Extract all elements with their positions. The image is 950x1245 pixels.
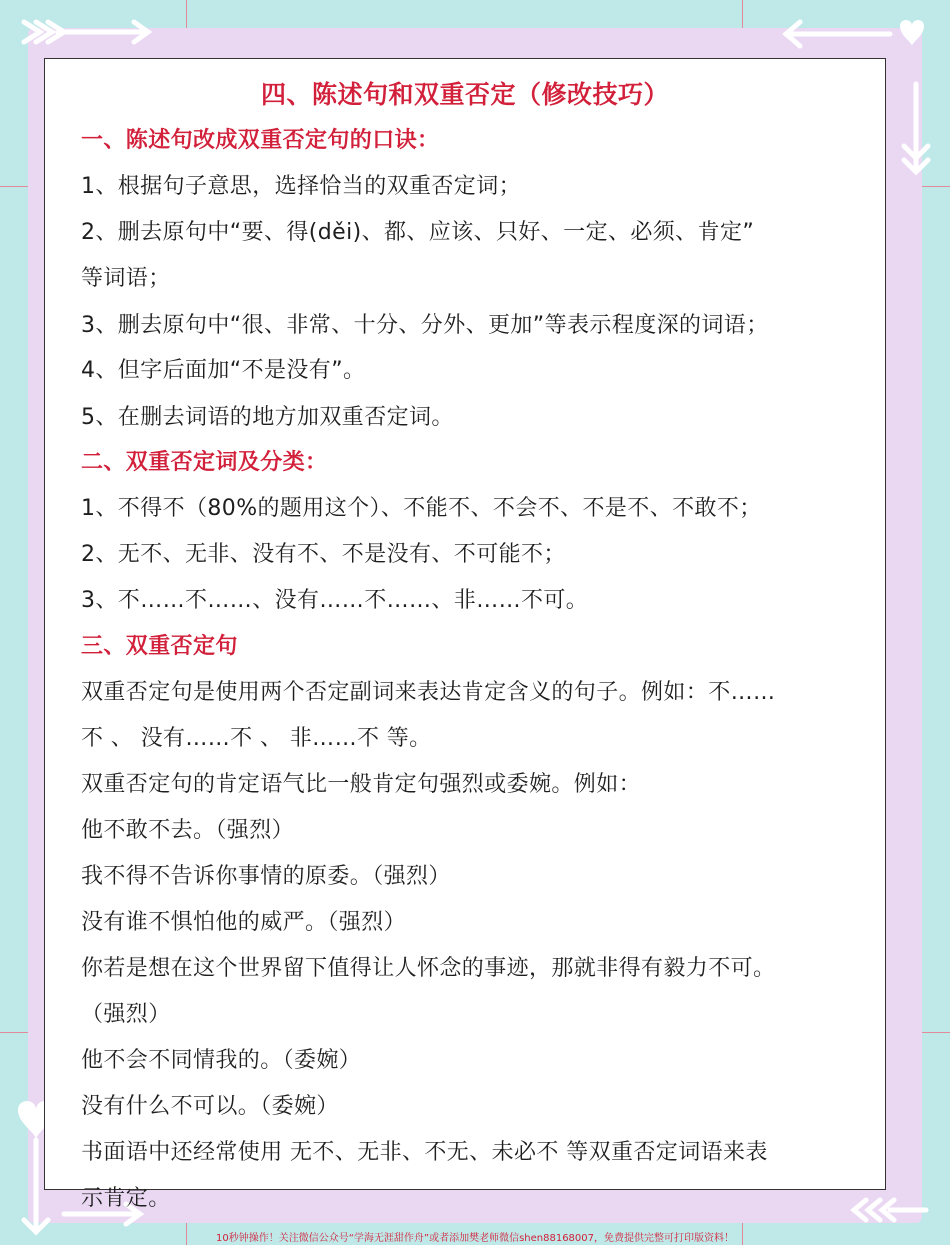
text-line: 3、删去原句中“很、非常、十分、分外、更加”等表示程度深的词语； (81, 313, 769, 338)
text-line: 示肯定。 (81, 1186, 171, 1211)
text-line: 他不会不同情我的。（委婉） (81, 1048, 362, 1073)
arrow-left-icon (780, 14, 930, 54)
text-line: 双重否定句的肯定语气比一般肯定句强烈或委婉。例如： (81, 772, 642, 797)
text-line: 没有什么不可以。（委婉） (81, 1094, 339, 1119)
text-line: 双重否定句是使用两个否定副词来表达肯定含义的句子。例如：不…… (81, 680, 776, 705)
text-line: 1、根据句子意思，选择恰当的双重否定词； (81, 174, 521, 199)
text-line: 等词语； (81, 266, 171, 291)
text-line: 3、不……不……、没有……不……、非……不可。 (81, 588, 589, 613)
text-line: 2、无不、无非、没有不、不是没有、不可能不； (81, 542, 566, 567)
text-line: 2、删去原句中“要、得(děi)、都、应该、只好、一定、必须、肯定” (81, 220, 755, 245)
text-line: 5、在删去词语的地方加双重否定词。 (81, 405, 454, 430)
text-line: 没有谁不惧怕他的威严。（强烈） (81, 910, 407, 935)
page-title: 四、陈述句和双重否定（修改技巧） (260, 80, 669, 109)
text-line: 不 、 没有……不 、 非……不 等。 (81, 726, 432, 751)
text-line: 你若是想在这个世界留下值得让人怀念的事迹，那就非得有毅力不可。 (81, 956, 776, 981)
heart-arrow-icon (896, 80, 936, 180)
text-line: 书面语中还经常使用 无不、无非、不无、未必不 等双重否定词语来表 (81, 1140, 768, 1165)
text-line: （强烈） (81, 1002, 171, 1027)
text-line: 他不敢不去。（强烈） (81, 818, 295, 843)
text-line: 4、但字后面加“不是没有”。 (81, 358, 366, 383)
text-line: 我不得不告诉你事情的原委。（强烈） (81, 864, 451, 889)
document-page (44, 58, 886, 1211)
footer-note: 10秒钟操作！关注微信公众号“学海无涯甜作舟”或者添加樊老师微信shen88168007，免费提供完整可打印版资料！ (215, 1233, 735, 1244)
arrow-right-icon (18, 14, 158, 50)
text-line: 1、不得不（80%的题用这个）、不能不、不会不、不是不、不敢不； (81, 496, 762, 521)
section-heading: 一、陈述句改成双重否定句的口诀： (81, 128, 440, 153)
section-heading: 三、双重否定句 (81, 634, 238, 659)
section-heading: 二、双重否定词及分类： (81, 450, 328, 475)
